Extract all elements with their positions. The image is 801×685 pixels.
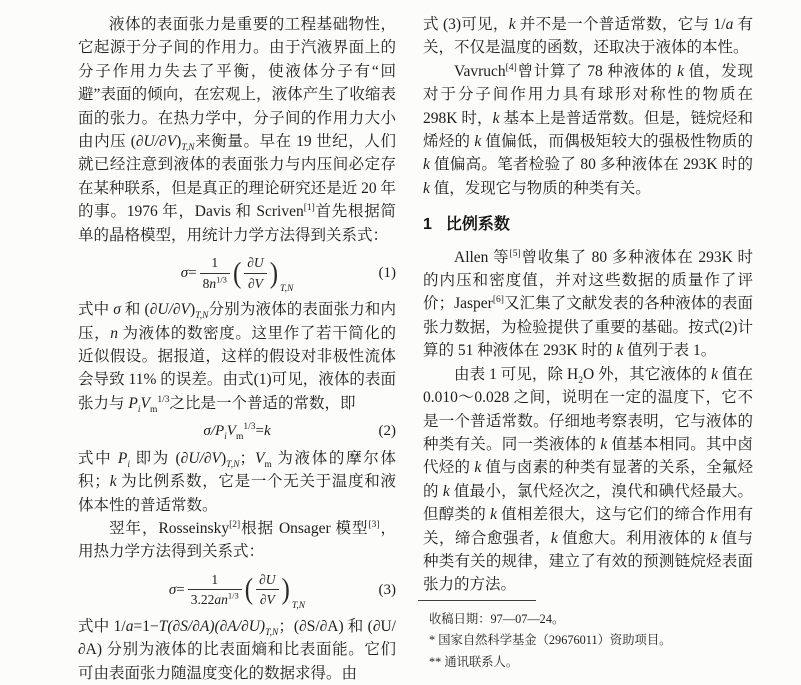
- close-paren: ): [269, 257, 279, 290]
- equation-2: [78, 422, 396, 441]
- paragraph-rosseinsky: 翌年，Rosseinsky[2]根据 Onsager 模型[3]，用热力学方法得到关系式：: [78, 519, 396, 561]
- close-paren: ): [281, 573, 290, 606]
- paragraph-table1-discussion: 由表 1 可见，除 $H_2O$ 外，其它液体的 k 值在 0.010～0.028 之间，说明在一定的温度下，它不是一个普适常数。仔细地考察表明，它与液体的种类有关。同一类液体的 k 值基本相同。其中卤代烃的 k 值与卤素的种类有显著的关系，全氟烃的 k 值最小，氯代烃次之，溴代和碘代烃最大。但醇类的 k 值相差很大，这与它们的缔合作用有关，缔合愈强者，k 值愈大。利用液体的 k 值与种类有关的规律，建立了有效的预测链烷烃表面张力的方法。: [423, 365, 753, 594]
- eq1-condition-subscript: T,N: [280, 283, 294, 294]
- paragraph-continuation: 式 (3)可见，k 并不是一个普适常数，它与 1/a 有关，不仅是温度的函数，还取决于液体的本性。: [423, 16, 753, 57]
- right-column: [423, 13, 753, 673]
- equation-3-number: (3): [378, 581, 396, 598]
- equation-1-body: [181, 254, 294, 292]
- equation-2-number: (2): [378, 423, 396, 440]
- footnote-fund: * 国家自然科学基金（29676011）资助项目。: [429, 633, 672, 647]
- footnote-rule: [418, 600, 536, 601]
- paragraph-eq2-explanation: 式中 $P_i$ 即为 $(\partial U/\partial V)_{T,N}$；$V_m$ 为液体的摩尔体积；k 为比例系数，它是一个无关于温度和液体本性的普适常数。: [78, 449, 396, 514]
- paragraph-eq3-explanation: 式中 $1/a=1-T(\partial S/\partial A)(\partial A/\partial U)_{T,N}$；(∂S/∂A) 和 (∂U/∂A) 分别为液体的比表面熵和比表面能。它们可由表面张力随温度变化的数据求得。由: [78, 617, 396, 682]
- footnote-contact: ** 通讯联系人。: [429, 654, 519, 669]
- open-paren: (: [232, 257, 242, 290]
- eq3-coefficient-fraction: $\frac{1}{3.22an^{1/3}}$: [188, 571, 242, 609]
- left-column: [78, 13, 396, 685]
- paragraph-vavruch: Vavruch[4]曾计算了 78 种液体的 k 值，发现对于分子间作用力具有球形对称性的物质在 298K 时，k 基本上是普适常数。但是，链烷烃和烯烃的 k 值偏低，而偶极矩较大的强极性物质的 k 值偏高。笔者检验了 80 多种液体在 293K 时的 k 值，发现它与物质的种类有关。: [423, 62, 753, 197]
- eq1-coefficient-fraction: $\frac{1}{8n^{1/3}}$: [200, 254, 230, 292]
- open-paren: (: [244, 573, 254, 606]
- paragraph-eq1-explanation: 式中 σ 和 $(\partial U/\partial V)_{T,N}$分别为液体的表面张力和内压，n 为液体的数密度。这里作了若干简化的近似假设。据报道，这样的假设对非极性流体会导致 11% 的误差。由式(1)可见，液体的表面张力与 $P_iV_m^{1/3}$之比是一个普适的常数，即: [78, 301, 396, 415]
- equation-1: [78, 254, 396, 292]
- eq3-dudv-fraction: $\frac{\partial U}{\partial V}$: [256, 571, 278, 609]
- equation-1-number: (1): [378, 265, 396, 282]
- equation-2-body: $\sigma/P_iV_m^{1/3}=k$: [203, 422, 271, 443]
- eq1-dudv-fraction: $\frac{\partial U}{\partial V}$: [244, 254, 266, 292]
- eq3-lhs: σ=: [168, 581, 185, 598]
- eq1-lhs: σ=: [180, 265, 197, 282]
- paragraph-intro: 液体的表面张力是重要的工程基础物性，它起源于分子间的作用力。由于汽液界面上的分子作用力失去了平衡，使液体分子有“回避”表面的倾向，在宏观上，液体产生了收缩表面的张力。在热力学中，分子间的作用力大小由内压 $(\partial U/\partial V)_{T,N}$来衡量。早在 19 世纪，人们就已经注意到液体的表面张力与内压间必定存在某种联系，但是真正的理论研究还是近 20 年的事。1976 年，Davis 和 Scriven[1]首先根据简单的晶格模型，用统计力学方法得到关系式：: [78, 16, 396, 244]
- eq3-condition-subscript: T,N: [291, 600, 306, 611]
- section-title: 比例系数: [445, 216, 510, 234]
- section-number: 1: [423, 216, 432, 234]
- equation-3-body: [169, 571, 305, 609]
- paragraph-allen-jasper: Allen 等[5]曾收集了 80 多种液体在 293K 时的内压和密度值，并对这些数据的质量作了评价；Jasper[6]又汇集了文献发表的各种液体的表面张力数据，为检验提供了重要的基础。按式(2)计算的 51 种液体在 293K 时的 k 值列于表 1。: [423, 248, 754, 360]
- footnote-block: [423, 600, 753, 674]
- section-heading: [423, 213, 753, 236]
- equation-3: [78, 571, 396, 609]
- footnote-received-date: 收稿日期：97—07—24。: [429, 611, 565, 626]
